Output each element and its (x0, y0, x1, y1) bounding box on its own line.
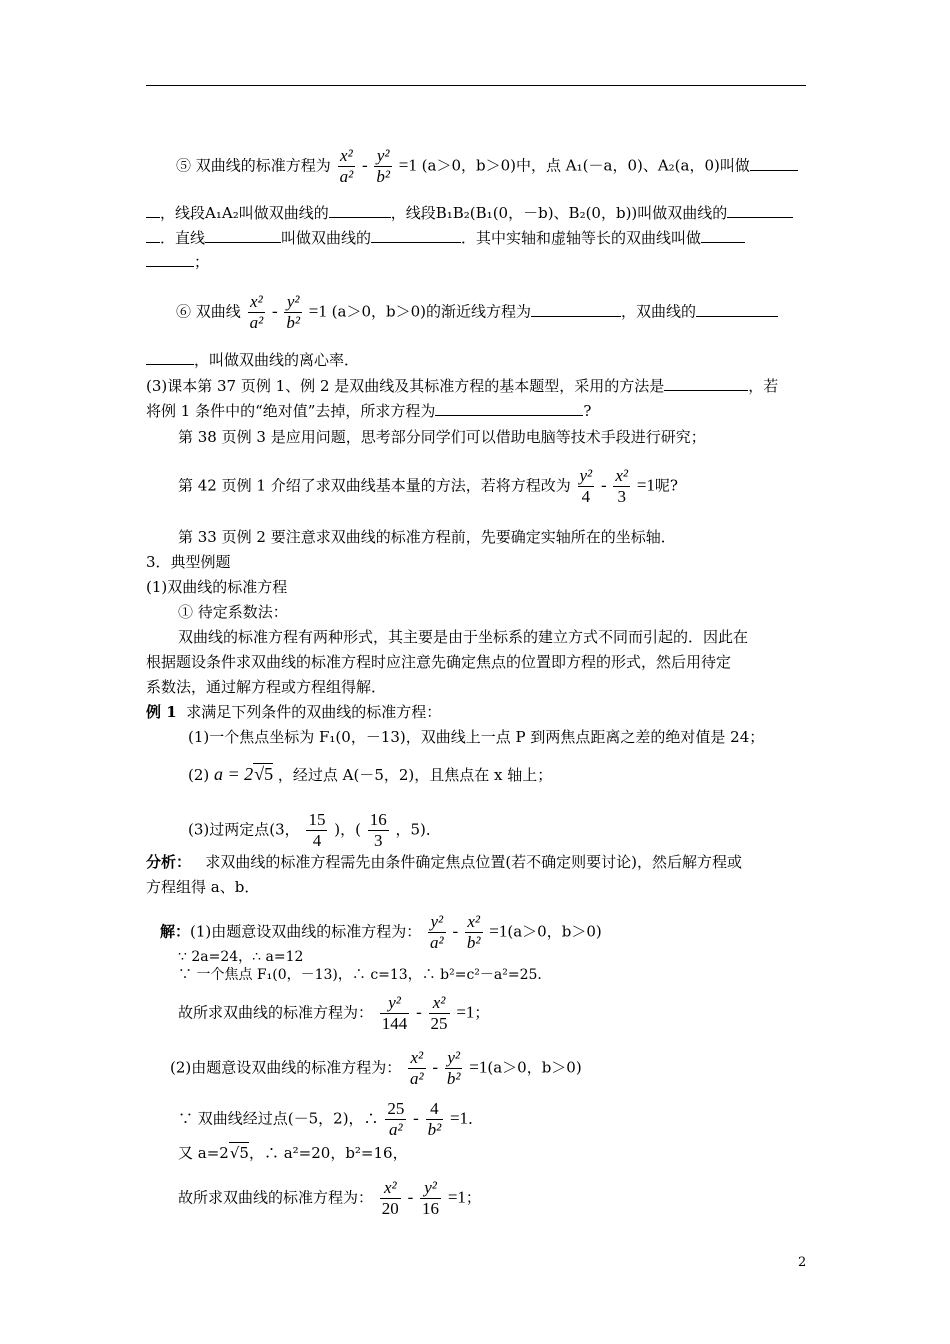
paragraph-line1: 双曲线的标准方程有两种形式，其主要是由于坐标系的建立方式不同而引起的．因此在 (178, 628, 749, 646)
item5-line4: ； (146, 252, 209, 272)
item5-line1: ⑤ 双曲线的标准方程为 $\frac{\text{x²}}{\text{a²}}$ - $\frac{\text{y²}}{\text{b²}}$ =1 (a＞0，b＞0)中，点 A₁(－a，0)、A₂(a，0)叫做 (176, 146, 798, 187)
item5-line2: ，线段A₁A₂叫做双曲线的 ，线段B₁B₂(B₁(0，－b)、B₂(0，b))叫做双曲线的 (146, 203, 793, 223)
fraction-4-b2: $\frac{4}{\text{b²}}$ (427, 1099, 442, 1139)
fraction-y2-144: $\frac{\text{y²}}{144}$ (381, 993, 408, 1033)
paragraph-line2: 根据题设条件求双曲线的标准方程时应注意先确定焦点的位置即方程的形式，然后用待定 (146, 653, 732, 671)
item3-line1: (3)课本第 37 页例 1、例 2 是双曲线及其标准方程的基本题型，采用的方法是 ，若 (146, 377, 779, 395)
fraction-y2-a2: $\frac{\text{y²}}{\text{a²}}$ (430, 912, 444, 952)
fraction-y2-4: $\frac{\text{y²}}{4}$ (579, 466, 593, 506)
solution-line8: 故所求双曲线的标准方程为： $\frac{\text{x²}}{20}$ - $\frac{\text{y²}}{16}$ =1； (178, 1178, 481, 1218)
item3-line3: 第 38 页例 3 是应用问题，思考部分同学们可以借助电脑等技术手段进行研究； (178, 428, 706, 446)
solution-line6: ∵ 双曲线经过点(－5，2)，∴ $\frac{25}{\text{a²}}$ - $\frac{4}{\text{b²}}$ =1． (178, 1099, 484, 1139)
analysis-label: 分析： (146, 853, 192, 871)
fraction-x2-a2: $\frac{\text{x²}}{\text{a²}}$ (410, 1048, 424, 1088)
fraction-15-4: $\frac{15}{4}$ (308, 810, 326, 850)
solution-label: 解： (160, 922, 191, 941)
solution-line2: ∵ 2a=24，∴ a=12 (178, 949, 304, 965)
solution-line3: ∵ 一个焦点 F₁(0，－13)，∴ c=13，∴ b²=c²－a²=25． (178, 967, 552, 983)
header-rule (146, 85, 806, 86)
fraction-16-3: $\frac{16}{3}$ (369, 810, 387, 850)
item6-line2: ，叫做双曲线的离心率． (146, 350, 359, 370)
fraction-y2-b2: $\frac{\text{y²}}{\text{b²}}$ (376, 146, 391, 186)
method-heading: ① 待定系数法： (178, 603, 288, 621)
example1-condition1: (1)一个焦点坐标为 F₁(0，－13)，双曲线上一点 P 到两焦点距离之差的绝对值是 24； (188, 728, 765, 746)
section3-title: 3．典型例题 (146, 553, 231, 571)
fraction-y2-16: $\frac{\text{y²}}{16}$ (422, 1178, 440, 1218)
fraction-25-a2: $\frac{25}{\text{a²}}$ (387, 1099, 405, 1139)
fraction-x2-25: $\frac{\text{x²}}{25}$ (430, 993, 448, 1033)
fraction-x2-20: $\frac{\text{x²}}{20}$ (381, 1178, 399, 1218)
fraction-x2-b2: $\frac{\text{x²}}{\text{b²}}$ (466, 912, 481, 952)
analysis-line1: 分析： 求双曲线的标准方程需先由条件确定焦点位置(若不确定则要讨论)，然后解方程或 (146, 853, 743, 871)
analysis-line2: 方程组得 a、b． (146, 878, 260, 896)
example-label: 例 1 (146, 703, 177, 721)
solution-line7: 又 a=2√5，∴ a²=20，b²=16， (178, 1144, 408, 1162)
example1-condition3: (3)过两定点(3， $\frac{15}{4}$ )，( $\frac{16}{3}$ ，5)． (188, 810, 441, 850)
item3-line4: 第 42 页例 1 介绍了求双曲线基本量的方法，若将方程改为 $\frac{\text{y²}}{4}$ - $\frac{\text{x²}}{3}$ =1呢? (178, 466, 678, 506)
fraction-y2-b2: $\frac{\text{y²}}{\text{b²}}$ (286, 292, 301, 332)
item6-line1: ⑥ 双曲线 $\frac{\text{x²}}{\text{a²}}$ - $\frac{\text{y²}}{\text{b²}}$ =1 (a＞0，b＞0)的渐近线方程为 ，双曲线的 (176, 292, 778, 333)
fraction-x2-3: $\frac{\text{x²}}{3}$ (615, 466, 629, 506)
section3-subtitle: (1)双曲线的标准方程 (146, 578, 288, 596)
example1-condition2: (2) a = 2√5 ，经过点 A(－5，2)，且焦点在 x 轴上； (188, 764, 553, 784)
item3-line5: 第 33 页例 2 要注意求双曲线的标准方程前，先要确定实轴所在的坐标轴． (178, 528, 676, 546)
solution-line4: 故所求双曲线的标准方程为： $\frac{\text{y²}}{144}$ - $\frac{\text{x²}}{25}$ =1； (178, 993, 490, 1033)
item3-line2: 将例 1 条件中的“绝对值”去掉，所求方程为 ? (146, 402, 592, 420)
example1-heading: 例 1 求满足下列条件的双曲线的标准方程： (146, 703, 442, 721)
solution-line1: 解：(1)由题意设双曲线的标准方程为： $\frac{\text{y²}}{\text{a²}}$ - $\frac{\text{x²}}{\text{b²}}$ =1(a＞0，b＞0) (160, 912, 602, 952)
fraction-y2-b2: $\frac{\text{y²}}{\text{b²}}$ (446, 1048, 461, 1088)
item5-line3: ．直线 叫做双曲线的 ．其中实轴和虚轴等长的双曲线叫做 (146, 228, 745, 248)
fraction-x2-a2: $\frac{\text{x²}}{\text{a²}}$ (339, 146, 354, 186)
fraction-x2-a2: $\frac{\text{x²}}{\text{a²}}$ (249, 292, 264, 332)
page-number: 2 (798, 1255, 807, 1270)
solution-line5: (2)由题意设双曲线的标准方程为： $\frac{\text{x²}}{\text{a²}}$ - $\frac{\text{y²}}{\text{b²}}$ =1(a＞0，b＞0) (170, 1048, 582, 1088)
paragraph-line3: 系数法，通过解方程或方程组得解． (146, 678, 387, 696)
